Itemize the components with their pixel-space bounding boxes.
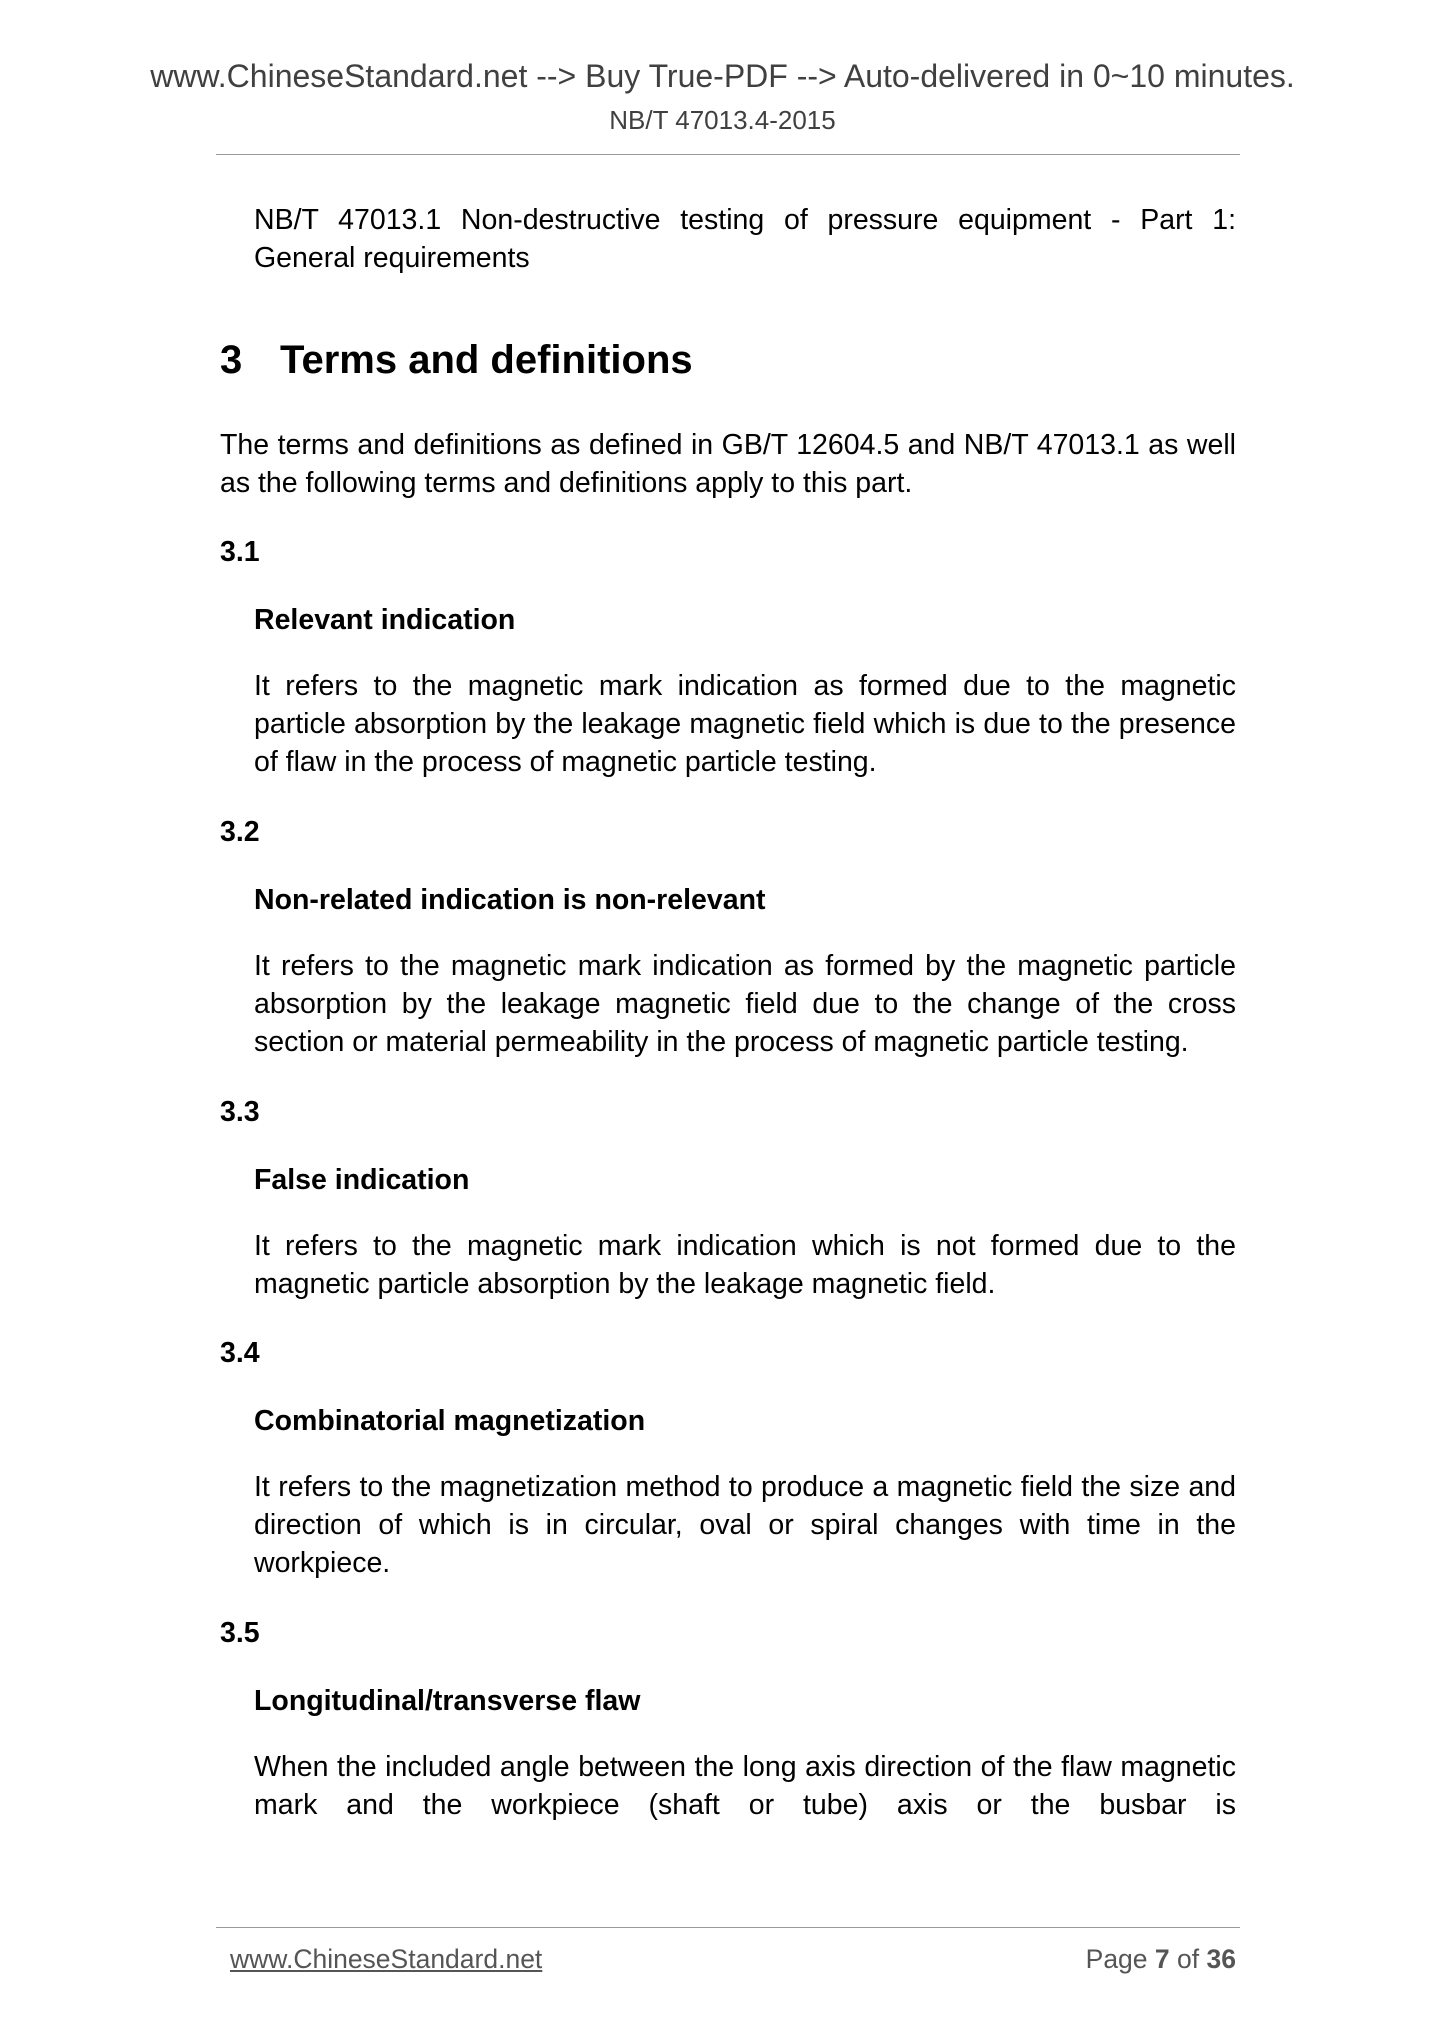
- current-page-number: 7: [1154, 1944, 1170, 1974]
- footer-divider: [216, 1927, 1240, 1928]
- section-heading: [220, 336, 693, 384]
- total-page-count: 36: [1206, 1944, 1236, 1974]
- clause-term: Longitudinal/transverse flaw: [254, 1685, 641, 1717]
- clause-term: False indication: [254, 1164, 470, 1196]
- clause-number: 3.3: [220, 1096, 260, 1128]
- section-intro: The terms and definitions as defined in GB/T 12604.5 and NB/T 47013.1 as well as the following terms and definitions apply to this part.: [220, 429, 1236, 499]
- section-title: Terms and definitions: [280, 338, 693, 382]
- header-standard-number: NB/T 47013.4-2015: [609, 105, 836, 135]
- clause-number: 3.1: [220, 536, 260, 568]
- clause-definition: It refers to the magnetic mark indication which is not formed due to the magnetic particle absorption by the leakage magnetic field.: [254, 1230, 1236, 1300]
- clause-number: 3.2: [220, 816, 260, 848]
- clause-term: Non-related indication is non-relevant: [254, 884, 766, 916]
- clause-number: 3.5: [220, 1617, 260, 1649]
- header-divider: [216, 154, 1240, 155]
- clause-definition: When the included angle between the long axis direction of the flaw magnetic mark and the workpiece (shaft or tube) axis or the busbar is: [254, 1751, 1236, 1821]
- clause-term: Combinatorial magnetization: [254, 1405, 646, 1437]
- footer-website-link[interactable]: www.ChineseStandard.net: [230, 1944, 543, 1974]
- page-indicator: [1086, 1942, 1236, 1976]
- page-of-label: of: [1177, 1944, 1200, 1974]
- section-number: 3: [220, 338, 243, 382]
- clause-term: Relevant indication: [254, 604, 516, 636]
- clause-definition: It refers to the magnetization method to produce a magnetic field the size and direction of which is in circular, oval or spiral changes with time in the workpiece.: [254, 1471, 1236, 1579]
- clause-definition: It refers to the magnetic mark indication as formed due to the magnetic particle absorption by the leakage magnetic field which is due to the presence of flaw in the process of magnetic particle testing.: [254, 670, 1236, 778]
- page-label: Page: [1085, 1944, 1148, 1974]
- clause-definition: It refers to the magnetic mark indication as formed by the magnetic particle absorption by the leakage magnetic field due to the change of the cross section or material permeability in the process of magnetic particle testing.: [254, 950, 1236, 1058]
- normative-reference: NB/T 47013.1 Non-destructive testing of pressure equipment - Part 1: General requirements: [254, 204, 1236, 274]
- clause-number: 3.4: [220, 1337, 260, 1369]
- header-banner: www.ChineseStandard.net --> Buy True-PDF --> Auto-delivered in 0~10 minutes.: [150, 58, 1295, 94]
